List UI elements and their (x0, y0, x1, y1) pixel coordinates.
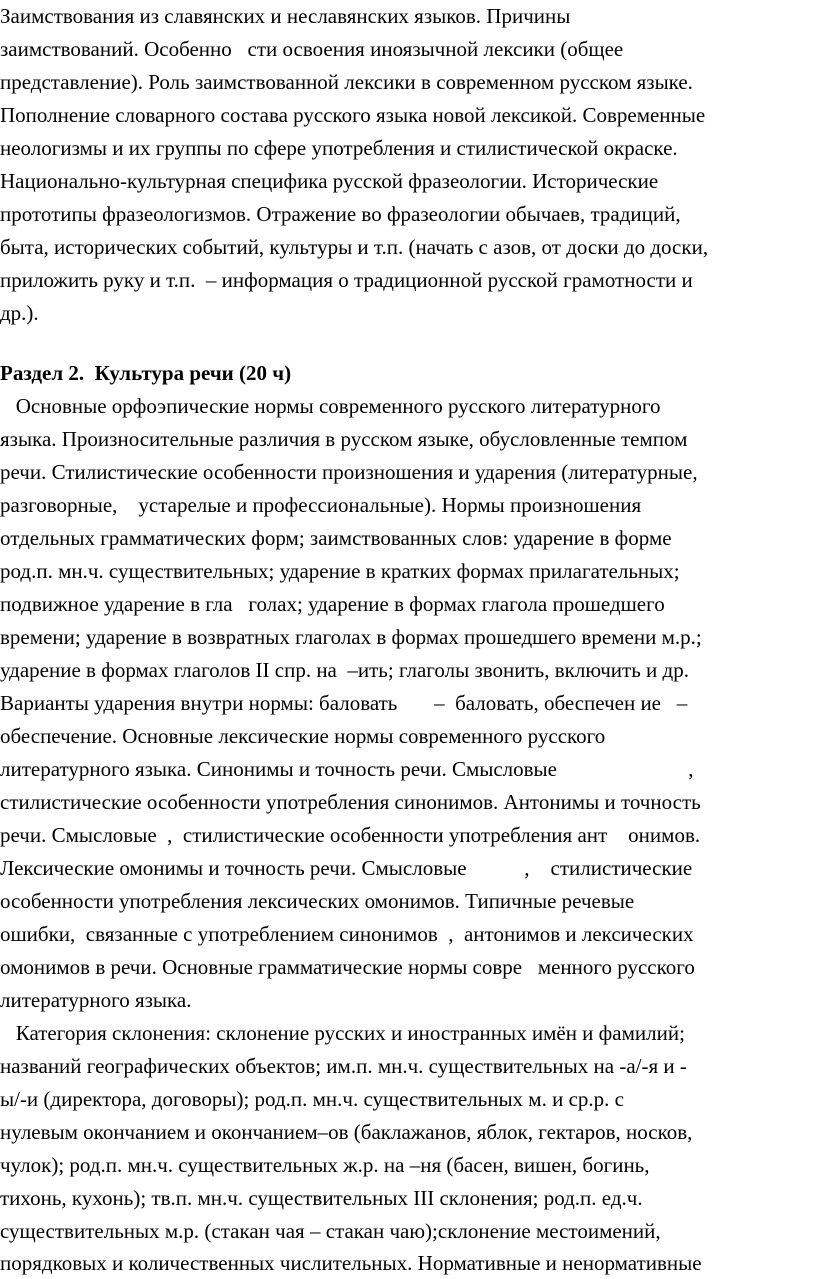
text-line: др.). (0, 301, 39, 325)
text-line: обеспечение. Основные лексические нормы современного русского (0, 724, 606, 748)
text-line: неологизмы и их группы по сфере употребления и стилистической окраске. (0, 136, 678, 160)
text-line: особенности употребления лексических омонимов. Типичные речевые (0, 889, 635, 913)
text-line: стилистические особенности употребления синонимов. Антонимы и точность (0, 790, 701, 814)
text-line: Варианты ударения внутри нормы: баловать – баловать, обеспечен ие – (0, 691, 688, 715)
text-line: Основные орфоэпические нормы современного русского литературного (0, 394, 661, 418)
text-line: омонимов в речи. Основные грамматические нормы совре менного русского (0, 955, 695, 979)
text-line: речи. Смысловые , стилистические особенности употребления ант онимов. (0, 823, 701, 847)
text-line: тихонь, кухонь); тв.п. мн.ч. существительных III склонения; род.п. ед.ч. (0, 1186, 643, 1210)
text-line: быта, исторических событий, культуры и т.п. (начать с азов, от доски до доски, (0, 235, 709, 259)
text-line: названий географических объектов; им.п. мн.ч. существительных на -а/-я и - (0, 1054, 687, 1078)
text-line: Заимствования из славянских и неславянских языков. Причины (0, 4, 571, 28)
text-line: литературного языка. (0, 988, 192, 1012)
text-line: род.п. мн.ч. существительных; ударение в кратких формах прилагательных; (0, 559, 680, 583)
text-line: ы/-и (директора, договоры); род.п. мн.ч. существительных м. и ср.р. с (0, 1087, 624, 1111)
text-line: разговорные, устарелые и профессиональные). Нормы произношения (0, 493, 642, 517)
text-line: нулевым окончанием и окончанием–ов (баклажанов, яблок, гектаров, носков, (0, 1120, 693, 1144)
text-line: прототипы фразеологизмов. Отражение во фразеологии обычаев, традиций, (0, 202, 681, 226)
section-heading: Раздел 2. Культура речи (20 ч) (0, 361, 292, 385)
text-line: представление). Роль заимствованной лексики в современном русском языке. (0, 70, 693, 94)
text-line: существительных м.р. (стакан чая – стакан чаю);склонение местоимений, (0, 1219, 661, 1243)
text-line: Национально-культурная специфика русской фразеологии. Исторические (0, 169, 659, 193)
text-line: языка. Произносительные различия в русском языке, обусловленные темпом (0, 427, 688, 451)
text-line: отдельных грамматических форм; заимствованных слов: ударение в форме (0, 526, 672, 550)
text-line: чулок); род.п. мн.ч. существительных ж.р. на –ня (басен, вишен, богинь, (0, 1153, 650, 1177)
text-line: литературного языка. Синонимы и точность речи. Смысловые , (0, 757, 694, 781)
text-line: приложить руку и т.п. – информация о традиционной русской грамотности и (0, 268, 693, 292)
text-line: Категория склонения: склонение русских и иностранных имён и фамилий; (0, 1021, 685, 1045)
text-line: порядковых и количественных числительных. Нормативные и ненормативные (0, 1251, 702, 1275)
text-line: времени; ударение в возвратных глаголах в формах прошедшего времени м.р.; (0, 625, 702, 649)
text-line: подвижное ударение в гла голах; ударение в формах глагола прошедшего (0, 592, 665, 616)
text-line: Пополнение словарного состава русского языка новой лексикой. Современные (0, 103, 706, 127)
text-line: ошибки, связанные с употреблением синонимов , антонимов и лексических (0, 922, 694, 946)
text-line: речи. Стилистические особенности произношения и ударения (литературные, (0, 460, 698, 484)
text-line: Лексические омонимы и точность речи. Смысловые , стилистические (0, 856, 693, 880)
text-line: заимствований. Особенно сти освоения иноязычной лексики (общее (0, 37, 624, 61)
text-line: ударение в формах глаголов II спр. на –ить; глаголы звонить, включить и др. (0, 658, 689, 682)
